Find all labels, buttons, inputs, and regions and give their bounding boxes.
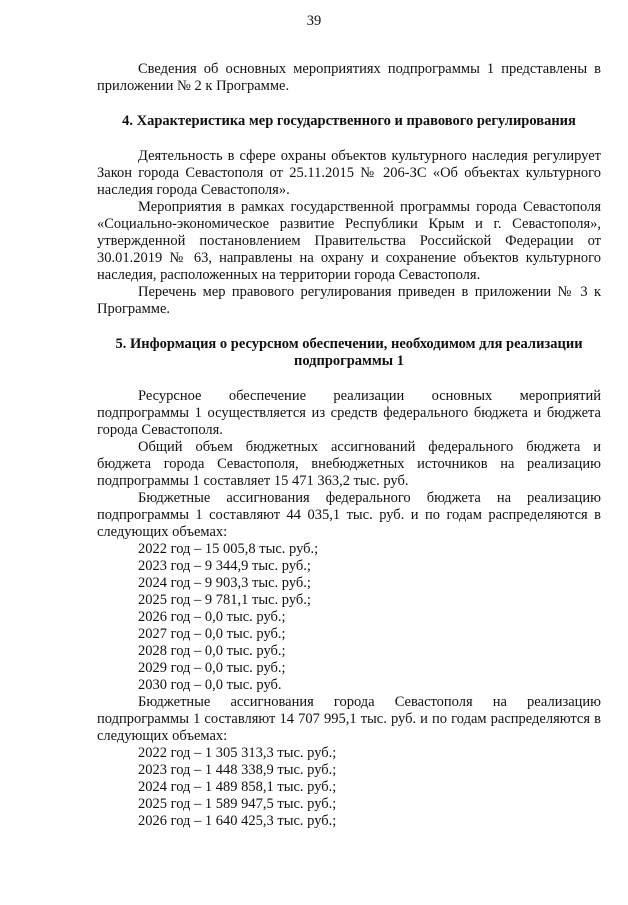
page-number: 39 xyxy=(306,13,322,29)
list-item: 2022 год – 15 005,8 тыс. руб.; xyxy=(138,541,319,557)
federal-budget-by-year xyxy=(97,541,601,694)
list-item: 2023 год – 1 448 338,9 тыс. руб.; xyxy=(138,762,337,778)
section-5-paragraph: Ресурсное обеспечение реализации основных мероприятий подпрограммы 1 осуществляется из средств федерального бюджета и бюджета города Севастополя. xyxy=(97,388,601,438)
list-item: 2029 год – 0,0 тыс. руб.; xyxy=(138,660,286,676)
list-item: 2026 год – 0,0 тыс. руб.; xyxy=(138,609,286,625)
section-5-paragraph: Бюджетные ассигнования федерального бюджета на реализацию подпрограммы 1 составляют 44 035,1 тыс. руб. и по годам распределяются в следующих объемах: xyxy=(97,490,601,540)
list-item: 2024 год – 1 489 858,1 тыс. руб.; xyxy=(138,779,337,795)
section-5-paragraph: Общий объем бюджетных ассигнований федерального бюджета и бюджета города Севастополя, внебюджетных источников на реализацию подпрограммы 1 составляет 15 471 363,2 тыс. руб. xyxy=(97,439,601,489)
list-item: 2025 год – 9 781,1 тыс. руб.; xyxy=(138,592,311,608)
intro-paragraph: Сведения об основных мероприятиях подпрограммы 1 представлены в приложении № 2 к Программе. xyxy=(97,61,601,94)
section-4-heading: 4. Характеристика мер государственного и правового регулирования xyxy=(122,113,576,129)
city-budget-by-year xyxy=(97,745,601,830)
list-item: 2030 год – 0,0 тыс. руб. xyxy=(138,677,282,693)
list-item: 2028 год – 0,0 тыс. руб.; xyxy=(138,643,286,659)
section-4-paragraph: Мероприятия в рамках государственной программы города Севастополя «Социально-экономическое развитие Республики Крым и г. Севастополя», утвержденной постановлением Правительства Российской Федерации от 30.01.2019 № 63, направлены на охрану и сохранение объектов культурного наследия, расположенных на территории города Севастополя. xyxy=(97,199,601,283)
list-item: 2023 год – 9 344,9 тыс. руб.; xyxy=(138,558,311,574)
section-4-paragraph: Перечень мер правового регулирования приведен в приложении № 3 к Программе. xyxy=(97,284,601,317)
section-5-heading-line1: 5. Информация о ресурсном обеспечении, необходимом для реализации xyxy=(115,336,583,352)
list-item: 2027 год – 0,0 тыс. руб.; xyxy=(138,626,286,642)
section-5-heading xyxy=(97,336,601,370)
section-4-paragraph: Деятельность в сфере охраны объектов культурного наследия регулирует Закон города Севастополя от 25.11.2015 № 206-ЗС «Об объектах культурного наследия города Севастополя». xyxy=(97,148,601,198)
list-item: 2022 год – 1 305 313,3 тыс. руб.; xyxy=(138,745,337,761)
list-item: 2026 год – 1 640 425,3 тыс. руб.; xyxy=(138,813,337,829)
page-content xyxy=(97,61,601,830)
city-budget-paragraph: Бюджетные ассигнования города Севастополя на реализацию подпрограммы 1 составляют 14 707 995,1 тыс. руб. и по годам распределяются в следующих объемах: xyxy=(97,694,601,744)
list-item: 2025 год – 1 589 947,5 тыс. руб.; xyxy=(138,796,337,812)
list-item: 2024 год – 9 903,3 тыс. руб.; xyxy=(138,575,311,591)
section-5-heading-line2: подпрограммы 1 xyxy=(293,353,405,369)
